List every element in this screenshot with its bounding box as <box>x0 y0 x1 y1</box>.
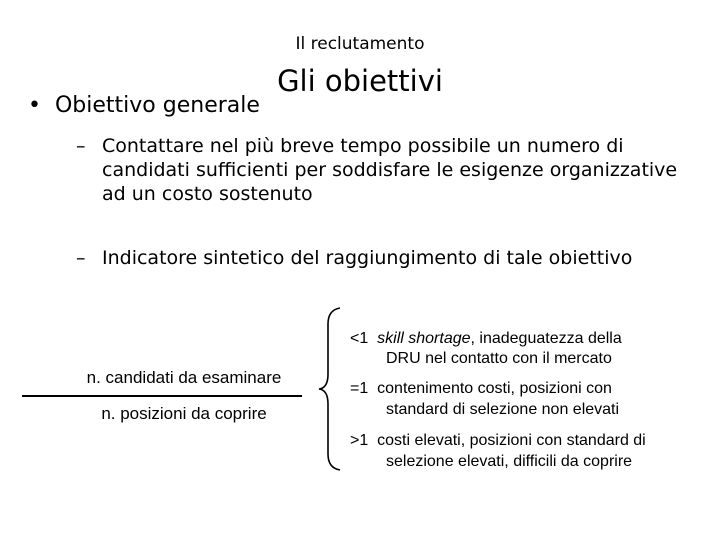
bullet-marker: • <box>28 93 41 118</box>
condition-symbol: >1 <box>350 432 369 449</box>
sub-item-text: Indicatore sintetico del raggiungimento di tale obiettivo <box>102 247 633 269</box>
dash-marker: – <box>76 247 86 269</box>
bullet-text: Obiettivo generale <box>54 93 260 118</box>
condition-symbol: <1 <box>350 330 369 347</box>
condition-symbol: =1 <box>350 380 369 397</box>
sub-item-indicator <box>76 246 636 270</box>
curly-brace-icon <box>316 306 346 472</box>
condition-text: contenimento costi, posizioni con <box>377 380 612 397</box>
slide-title: Gli obiettivi <box>277 64 443 98</box>
sub-item-objective <box>76 134 696 206</box>
fraction-numerator: n. candidati da esaminare <box>86 368 282 387</box>
condition-less-than-one <box>350 328 622 349</box>
condition-text: costi elevati, posizioni con standard di <box>377 432 646 449</box>
bullet-item <box>28 93 260 118</box>
condition-text-continued: standard di selezione non elevati <box>386 401 620 418</box>
slide-subtitle: Il reclutamento <box>295 34 425 54</box>
dash-marker: – <box>76 135 86 157</box>
condition-text-continued: DRU nel contatto con il mercato <box>386 350 612 367</box>
condition-greater-than-one <box>350 430 646 451</box>
fraction-bar <box>22 395 302 397</box>
condition-equal-one <box>350 378 612 399</box>
condition-text-continued: selezione elevati, difficili da coprire <box>386 453 633 470</box>
condition-text: , inadeguatezza della <box>470 330 622 347</box>
condition-italic-term: skill shortage <box>377 330 471 347</box>
fraction-denominator: n. posizioni da coprire <box>101 404 267 423</box>
sub-item-text: Contattare nel più breve tempo possibile un numero di candidati sufficienti per soddisfare le esigenze organizzative ad un costo sostenuto <box>102 135 678 205</box>
